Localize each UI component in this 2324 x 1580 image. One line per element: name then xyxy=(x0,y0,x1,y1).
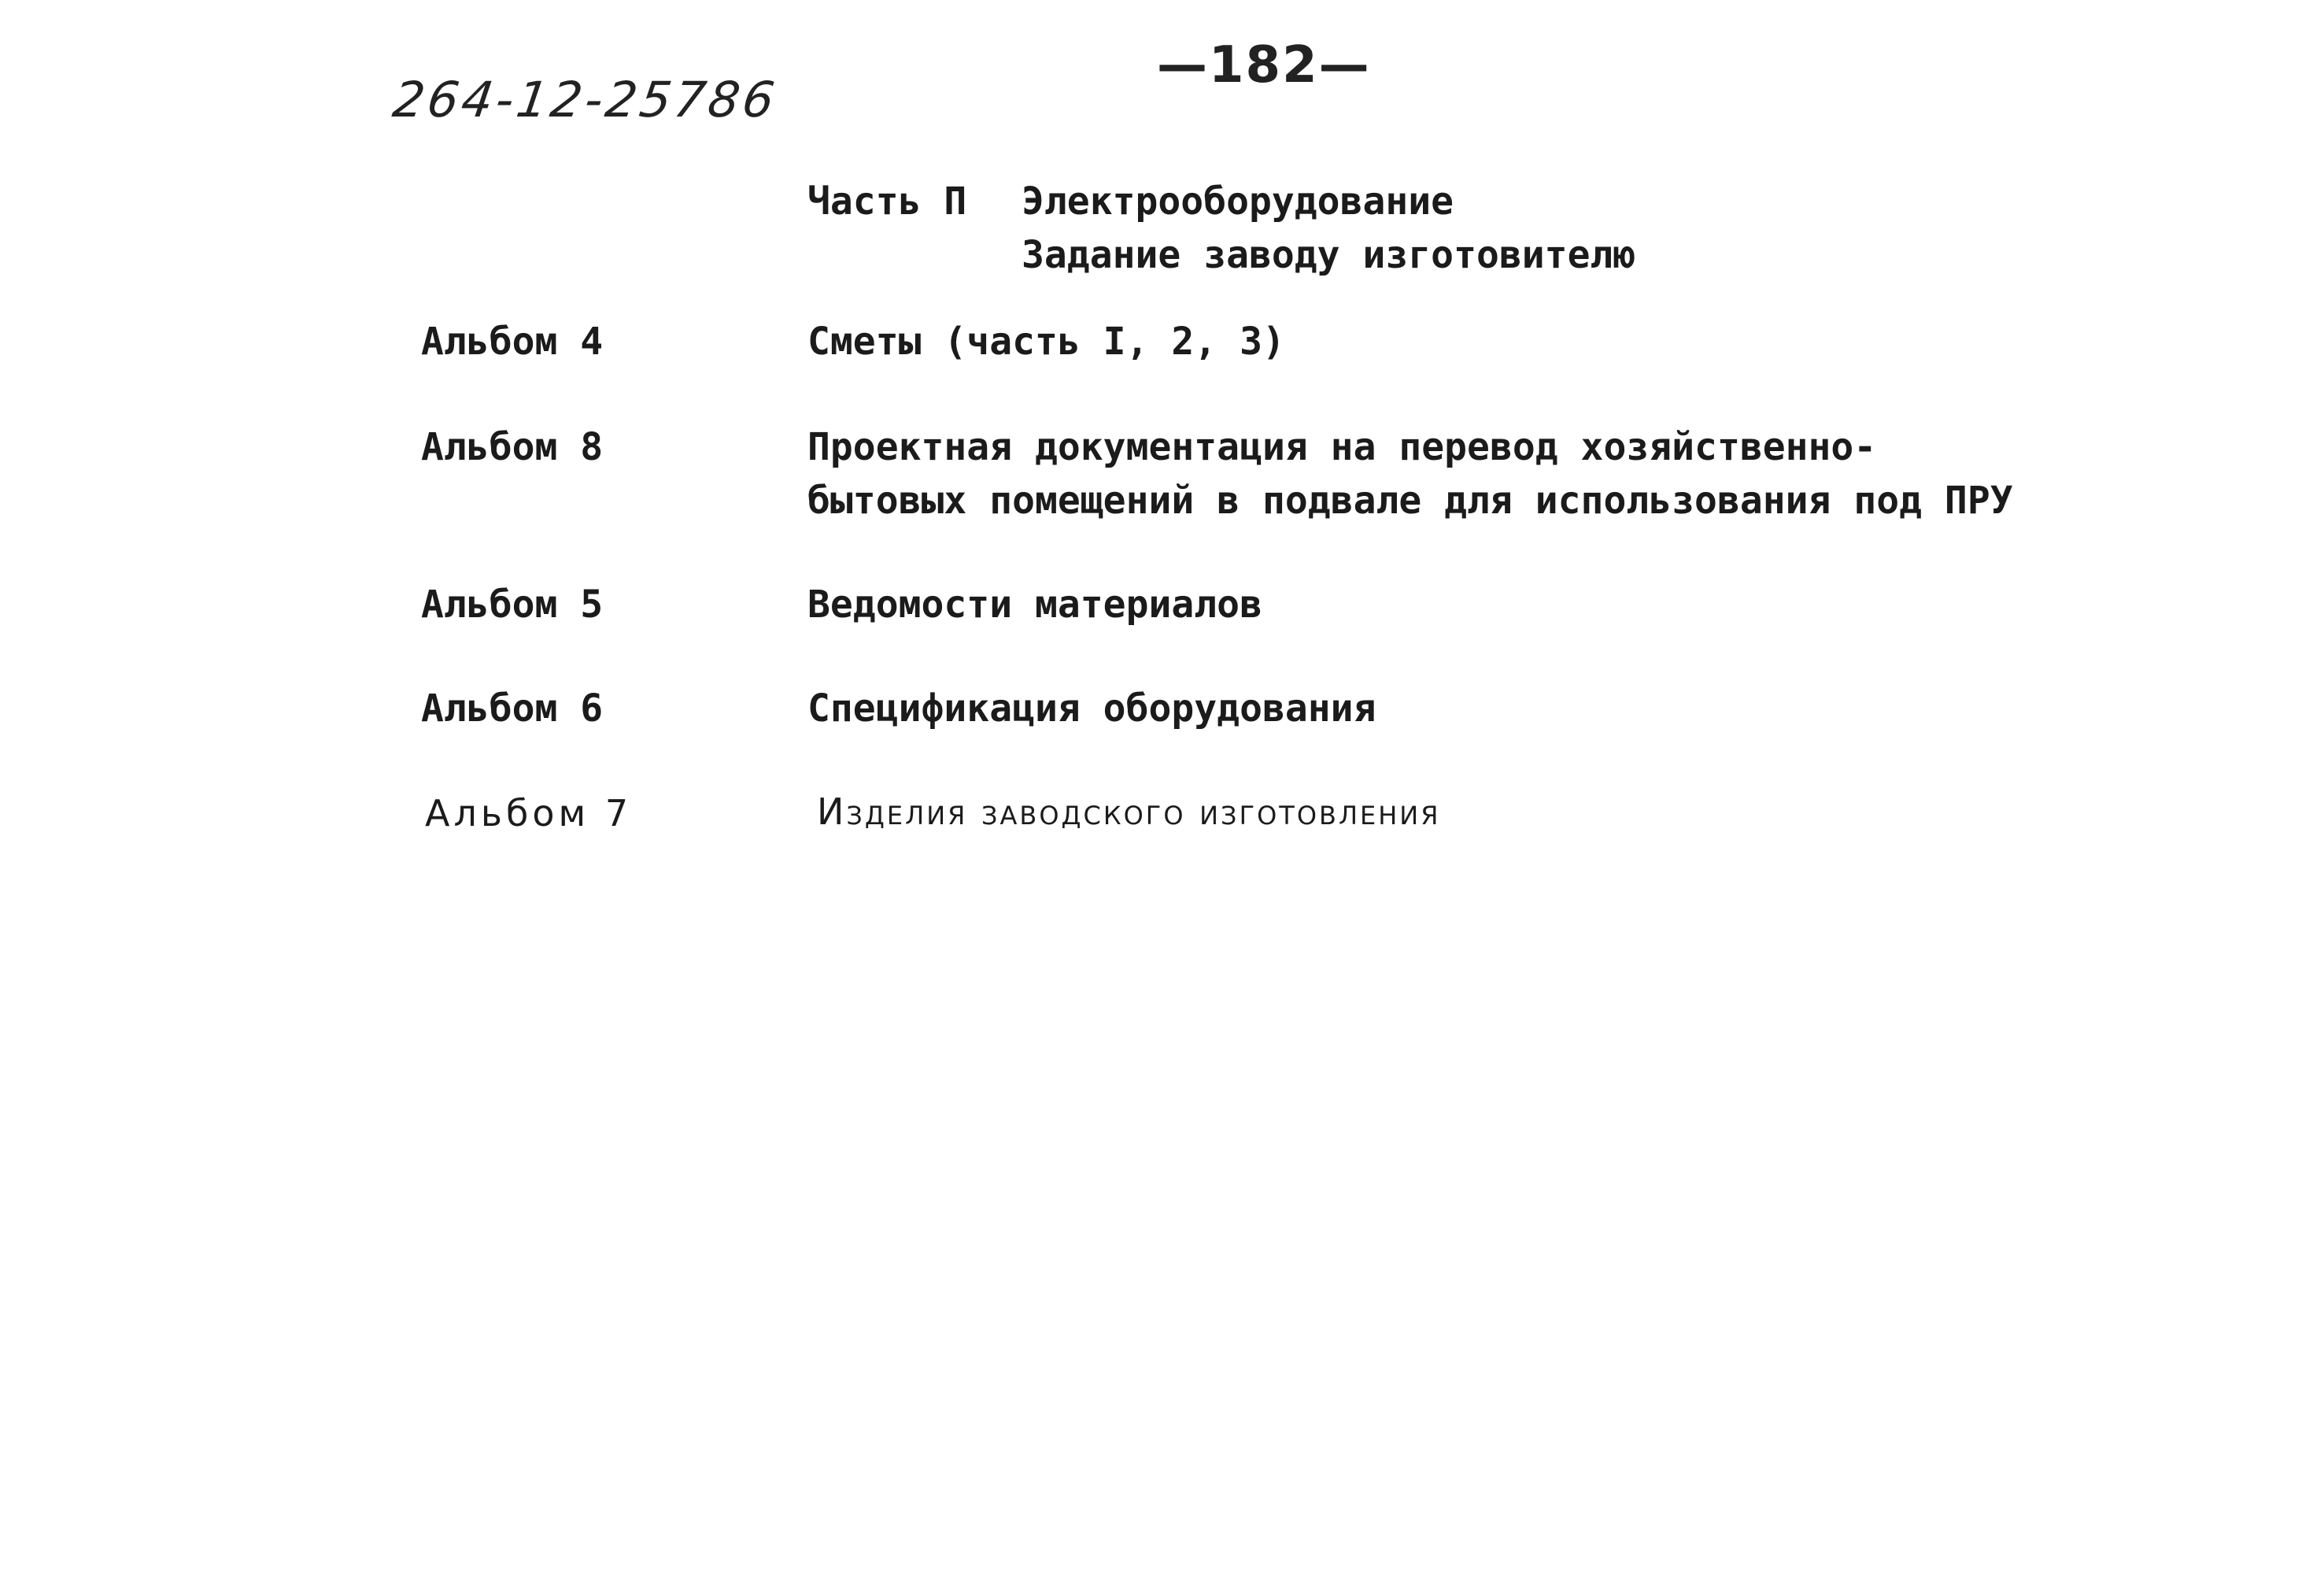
part-title-line2: Задание заводу изготовителю xyxy=(1022,233,1636,277)
album-description: Сметы (часть I, 2, 3) xyxy=(807,320,1285,364)
album-label: Альбом 6 xyxy=(421,686,604,731)
part-label: Часть П xyxy=(807,179,967,224)
album-label: Альбом 4 xyxy=(421,320,604,364)
album-description: Изделия заводского изготовления xyxy=(817,790,1441,833)
page-number: —182— xyxy=(1157,36,1371,94)
album-label: Альбом 7 xyxy=(425,792,633,834)
album-label: Альбом 5 xyxy=(421,583,604,627)
document-code: 264-12-25786 xyxy=(389,71,781,128)
album-label: Альбом 8 xyxy=(421,425,604,469)
album-description-line1: Проектная документация на перевод хозяйственно- xyxy=(807,425,1877,469)
album-description: Спецификация оборудования xyxy=(807,686,1376,731)
album-description: Ведомости материалов xyxy=(807,583,1262,627)
part-title-line1: Электрооборудование xyxy=(1022,179,1454,224)
album-description-line2: бытовых помещений в подвале для использования под ПРУ xyxy=(807,479,2013,523)
